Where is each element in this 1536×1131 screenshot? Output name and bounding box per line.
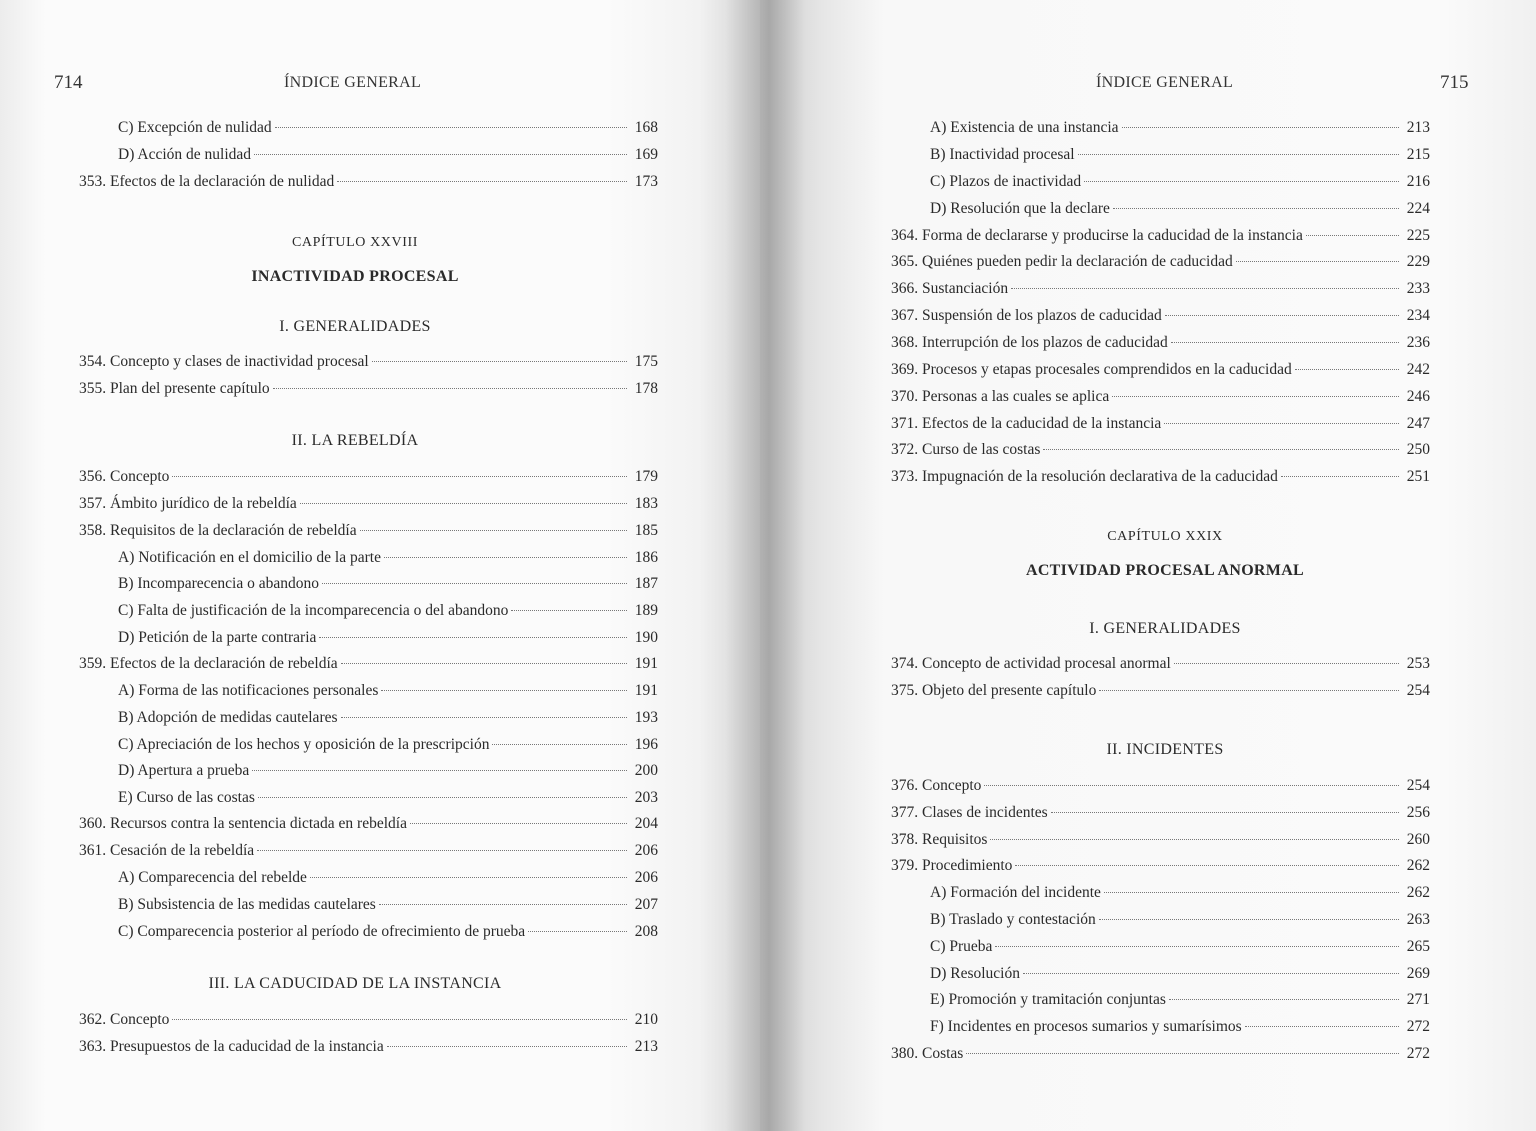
- toc-entry[interactable]: [930, 145, 1430, 165]
- toc-entry[interactable]: [891, 360, 1430, 380]
- entry-page: 215: [1406, 146, 1430, 163]
- dot-leader: [379, 904, 627, 905]
- toc-entry[interactable]: [891, 279, 1430, 299]
- entry-page: 210: [634, 1011, 658, 1028]
- toc-entry[interactable]: [79, 1037, 658, 1057]
- entry-text: 375. Objeto del presente capítulo: [891, 682, 1097, 699]
- dot-leader: [258, 797, 627, 798]
- toc-entry[interactable]: [891, 776, 1430, 796]
- entry-text: 380. Costas: [891, 1045, 964, 1062]
- entry-page: 254: [1406, 777, 1430, 794]
- entry-text: C) Excepción de nulidad: [118, 119, 272, 136]
- entry-page: 173: [634, 173, 658, 190]
- entry-page: 271: [1406, 991, 1430, 1008]
- dot-leader: [341, 663, 627, 664]
- section-heading: II. LA REBELDÍA: [291, 432, 419, 449]
- entry-page: 265: [1406, 938, 1430, 955]
- entry-text: B) Adopción de medidas cautelares: [118, 709, 338, 726]
- dot-leader: [310, 877, 627, 878]
- entry-text: 370. Personas a las cuales se aplica: [891, 388, 1110, 405]
- toc-entry[interactable]: [118, 922, 658, 942]
- entry-page: 196: [634, 736, 658, 753]
- entry-page: 168: [634, 119, 658, 136]
- entry-text: 372. Curso de las costas: [891, 441, 1041, 458]
- dot-leader: [275, 127, 627, 128]
- toc-entry[interactable]: [930, 910, 1430, 930]
- toc-entry[interactable]: [79, 654, 658, 674]
- chapter-title-left: INACTIVIDAD PROCESAL: [251, 268, 459, 285]
- toc-entry[interactable]: [118, 574, 658, 594]
- toc-entry[interactable]: [891, 226, 1430, 246]
- entry-page: 190: [634, 629, 658, 646]
- dot-leader: [1174, 663, 1399, 664]
- toc-entry[interactable]: [891, 856, 1430, 876]
- entry-page: 186: [634, 549, 658, 566]
- entry-text: 366. Sustanciación: [891, 280, 1009, 297]
- toc-entry[interactable]: [79, 352, 658, 372]
- entry-page: 206: [634, 842, 658, 859]
- chapter-title-right: ACTIVIDAD PROCESAL ANORMAL: [1025, 562, 1305, 579]
- dot-leader: [990, 839, 1399, 840]
- entry-page: 234: [1406, 307, 1430, 324]
- entry-page: 272: [1406, 1045, 1430, 1062]
- toc-entry[interactable]: [930, 937, 1430, 957]
- entry-text: D) Petición de la parte contraria: [118, 629, 317, 646]
- dot-leader: [341, 717, 627, 718]
- page-number-left: 714: [54, 72, 83, 93]
- entry-text: 363. Presupuestos de la caducidad de la instancia: [79, 1038, 384, 1055]
- toc-entry[interactable]: [891, 440, 1430, 460]
- running-head-left: ÍNDICE GENERAL: [284, 74, 422, 91]
- dot-leader: [1099, 919, 1399, 920]
- entry-text: 353. Efectos de la declaración de nulidad: [79, 173, 335, 190]
- entry-text: C) Comparecencia posterior al período de ofrecimiento de prueba: [118, 923, 526, 940]
- section-heading: I. GENERALIDADES: [279, 318, 431, 335]
- entry-text: E) Curso de las costas: [118, 789, 255, 806]
- dot-leader: [492, 744, 627, 745]
- chapter-label-left: CAPÍTULO XXVIII: [291, 235, 419, 250]
- entry-text: 362. Concepto: [79, 1011, 170, 1028]
- entry-page: 251: [1406, 468, 1430, 485]
- dot-leader: [1015, 865, 1399, 866]
- entry-text: 356. Concepto: [79, 468, 170, 485]
- entry-text: A) Notificación en el domicilio de la parte: [118, 549, 381, 566]
- toc-entry[interactable]: [118, 788, 658, 808]
- dot-leader: [528, 931, 627, 932]
- dot-leader: [360, 530, 627, 531]
- running-head-right: ÍNDICE GENERAL: [1096, 74, 1234, 91]
- dot-leader: [172, 476, 627, 477]
- dot-leader: [257, 850, 627, 851]
- toc-entry[interactable]: [79, 521, 658, 541]
- dot-leader: [273, 388, 627, 389]
- entry-text: 358. Requisitos de la declaración de rebeldía: [79, 522, 357, 539]
- section-heading: II. INCIDENTES: [1106, 741, 1224, 758]
- page-number-right: 715: [1440, 72, 1469, 93]
- entry-page: 169: [634, 146, 658, 163]
- dot-leader: [381, 690, 627, 691]
- dot-leader: [300, 503, 627, 504]
- entry-page: 187: [634, 575, 658, 592]
- entry-text: C) Apreciación de los hechos y oposición de la prescripción: [118, 736, 490, 753]
- entry-text: C) Falta de justificación de la incomparecencia o del abandono: [118, 602, 509, 619]
- entry-page: 179: [634, 468, 658, 485]
- toc-entry[interactable]: [930, 990, 1430, 1010]
- dot-leader: [995, 946, 1399, 947]
- toc-entry[interactable]: [891, 387, 1430, 407]
- entry-page: 242: [1406, 361, 1430, 378]
- toc-entry[interactable]: [891, 414, 1430, 434]
- dot-leader: [1281, 476, 1399, 477]
- entry-text: 374. Concepto de actividad procesal anormal: [891, 655, 1171, 672]
- toc-entry[interactable]: [79, 814, 658, 834]
- dot-leader: [172, 1019, 627, 1020]
- dot-leader: [252, 770, 627, 771]
- toc-entry[interactable]: [891, 830, 1430, 850]
- entry-text: A) Forma de las notificaciones personales: [118, 682, 379, 699]
- toc-entry[interactable]: [930, 883, 1430, 903]
- entry-page: 250: [1406, 441, 1430, 458]
- dot-leader: [387, 1046, 627, 1047]
- entry-page: 247: [1406, 415, 1430, 432]
- dot-leader: [1099, 690, 1399, 691]
- entry-text: 376. Concepto: [891, 777, 982, 794]
- left-page: [0, 0, 760, 1131]
- entry-page: 229: [1406, 253, 1430, 270]
- entry-page: 191: [634, 655, 658, 672]
- chapter-label-right: CAPÍTULO XXIX: [1107, 529, 1223, 544]
- dot-leader: [1295, 369, 1399, 370]
- toc-entry[interactable]: [118, 868, 658, 888]
- entry-text: B) Subsistencia de las medidas cautelares: [118, 896, 376, 913]
- dot-leader: [1078, 154, 1399, 155]
- entry-page: 260: [1406, 831, 1430, 848]
- toc-entry[interactable]: [930, 1017, 1430, 1037]
- entry-page: 253: [1406, 655, 1430, 672]
- entry-text: 361. Cesación de la rebeldía: [79, 842, 255, 859]
- toc-entry[interactable]: [891, 654, 1430, 674]
- section-heading: III. LA CADUCIDAD DE LA INSTANCIA: [208, 975, 502, 992]
- entry-page: 203: [634, 789, 658, 806]
- entry-text: D) Acción de nulidad: [118, 146, 252, 163]
- toc-entry[interactable]: [930, 199, 1430, 219]
- dot-leader: [372, 361, 627, 362]
- dot-leader: [1245, 1026, 1399, 1027]
- entry-page: 200: [634, 762, 658, 779]
- toc-entry[interactable]: [79, 467, 658, 487]
- toc-entry[interactable]: [118, 628, 658, 648]
- entry-text: 364. Forma de declararse y producirse la caducidad de la instancia: [891, 227, 1303, 244]
- entry-page: 185: [634, 522, 658, 539]
- toc-entry[interactable]: [118, 895, 658, 915]
- toc-entry[interactable]: [118, 708, 658, 728]
- entry-page: 178: [634, 380, 658, 397]
- entry-text: 369. Procesos y etapas procesales comprendidos en la caducidad: [891, 361, 1292, 378]
- entry-text: D) Resolución que la declare: [930, 200, 1110, 217]
- dot-leader: [1306, 235, 1399, 236]
- dot-leader: [1236, 261, 1399, 262]
- entry-text: 359. Efectos de la declaración de rebeldía: [79, 655, 338, 672]
- toc-entry[interactable]: [79, 494, 658, 514]
- dot-leader: [322, 583, 627, 584]
- entry-text: A) Comparecencia del rebelde: [118, 869, 307, 886]
- entry-page: 262: [1406, 884, 1430, 901]
- toc-entry[interactable]: [79, 379, 658, 399]
- entry-page: 183: [634, 495, 658, 512]
- dot-leader: [1084, 181, 1399, 182]
- dot-leader: [254, 154, 627, 155]
- entry-text: 355. Plan del presente capítulo: [79, 380, 270, 397]
- entry-text: A) Existencia de una instancia: [930, 119, 1119, 136]
- entry-page: 246: [1406, 388, 1430, 405]
- entry-text: 365. Quiénes pueden pedir la declaración de caducidad: [891, 253, 1233, 270]
- entry-page: 272: [1406, 1018, 1430, 1035]
- entry-text: 367. Suspensión de los plazos de caducidad: [891, 307, 1162, 324]
- toc-entry[interactable]: [891, 1044, 1430, 1064]
- toc-entry[interactable]: [118, 601, 658, 621]
- toc-entry[interactable]: [930, 172, 1430, 192]
- dot-leader: [1164, 423, 1399, 424]
- entry-page: 213: [634, 1038, 658, 1055]
- toc-entry[interactable]: [930, 118, 1430, 138]
- dot-leader: [511, 610, 627, 611]
- entry-page: 216: [1406, 173, 1430, 190]
- toc-entry[interactable]: [118, 735, 658, 755]
- dot-leader: [1104, 892, 1399, 893]
- entry-text: 377. Clases de incidentes: [891, 804, 1048, 821]
- entry-page: 207: [634, 896, 658, 913]
- entry-text: 357. Ámbito jurídico de la rebeldía: [79, 495, 297, 512]
- toc-entry[interactable]: [930, 964, 1430, 984]
- dot-leader: [1023, 973, 1399, 974]
- entry-page: 206: [634, 869, 658, 886]
- entry-page: 254: [1406, 682, 1430, 699]
- entry-text: 354. Concepto y clases de inactividad procesal: [79, 353, 369, 370]
- entry-text: 368. Interrupción de los plazos de caducidad: [891, 334, 1168, 351]
- toc-entry[interactable]: [891, 681, 1430, 701]
- toc-entry[interactable]: [891, 467, 1430, 487]
- dot-leader: [1051, 812, 1399, 813]
- entry-page: 213: [1406, 119, 1430, 136]
- toc-entry[interactable]: [891, 333, 1430, 353]
- toc-entry[interactable]: [118, 761, 658, 781]
- entry-page: 236: [1406, 334, 1430, 351]
- entry-text: E) Promoción y tramitación conjuntas: [930, 991, 1166, 1008]
- entry-page: 263: [1406, 911, 1430, 928]
- entry-page: 191: [634, 682, 658, 699]
- entry-text: F) Incidentes en procesos sumarios y sumarísimos: [930, 1018, 1242, 1035]
- entry-page: 269: [1406, 965, 1430, 982]
- toc-entry[interactable]: [891, 803, 1430, 823]
- dot-leader: [319, 637, 627, 638]
- dot-leader: [1011, 288, 1399, 289]
- toc-entry[interactable]: [118, 145, 658, 165]
- right-page: [760, 0, 1536, 1131]
- toc-entry[interactable]: [79, 1010, 658, 1030]
- dot-leader: [410, 823, 627, 824]
- entry-text: 378. Requisitos: [891, 831, 988, 848]
- dot-leader: [1169, 999, 1399, 1000]
- entry-text: 373. Impugnación de la resolución declarativa de la caducidad: [891, 468, 1278, 485]
- entry-text: A) Formación del incidente: [930, 884, 1101, 901]
- dot-leader: [384, 557, 627, 558]
- entry-page: 256: [1406, 804, 1430, 821]
- entry-text: 360. Recursos contra la sentencia dictada en rebeldía: [79, 815, 407, 832]
- dot-leader: [984, 785, 1399, 786]
- toc-entry[interactable]: [79, 841, 658, 861]
- toc-entry[interactable]: [118, 548, 658, 568]
- entry-text: 371. Efectos de la caducidad de la instancia: [891, 415, 1162, 432]
- dot-leader: [337, 181, 627, 182]
- dot-leader: [1171, 342, 1399, 343]
- dot-leader: [1165, 315, 1399, 316]
- entry-page: 208: [634, 923, 658, 940]
- toc-entry[interactable]: [118, 681, 658, 701]
- dot-leader: [1113, 208, 1399, 209]
- dot-leader: [966, 1053, 1399, 1054]
- toc-entry[interactable]: [891, 306, 1430, 326]
- entry-text: B) Inactividad procesal: [930, 146, 1075, 163]
- dot-leader: [1122, 127, 1399, 128]
- entry-page: 233: [1406, 280, 1430, 297]
- toc-entry[interactable]: [79, 172, 658, 192]
- entry-page: 262: [1406, 857, 1430, 874]
- entry-text: D) Apertura a prueba: [118, 762, 250, 779]
- entry-text: C) Prueba: [930, 938, 993, 955]
- entry-text: D) Resolución: [930, 965, 1020, 982]
- section-heading: I. GENERALIDADES: [1089, 620, 1241, 637]
- entry-page: 175: [634, 353, 658, 370]
- entry-page: 193: [634, 709, 658, 726]
- entry-text: C) Plazos de inactividad: [930, 173, 1082, 190]
- entry-text: B) Incomparecencia o abandono: [118, 575, 319, 592]
- toc-entry[interactable]: [891, 252, 1430, 272]
- entry-text: 379. Procedimiento: [891, 857, 1013, 874]
- entry-page: 224: [1406, 200, 1430, 217]
- dot-leader: [1112, 396, 1399, 397]
- entry-page: 189: [634, 602, 658, 619]
- entry-text: B) Traslado y contestación: [930, 911, 1096, 928]
- toc-entry[interactable]: [118, 118, 658, 138]
- entry-page: 204: [634, 815, 658, 832]
- dot-leader: [1043, 449, 1399, 450]
- entry-page: 225: [1406, 227, 1430, 244]
